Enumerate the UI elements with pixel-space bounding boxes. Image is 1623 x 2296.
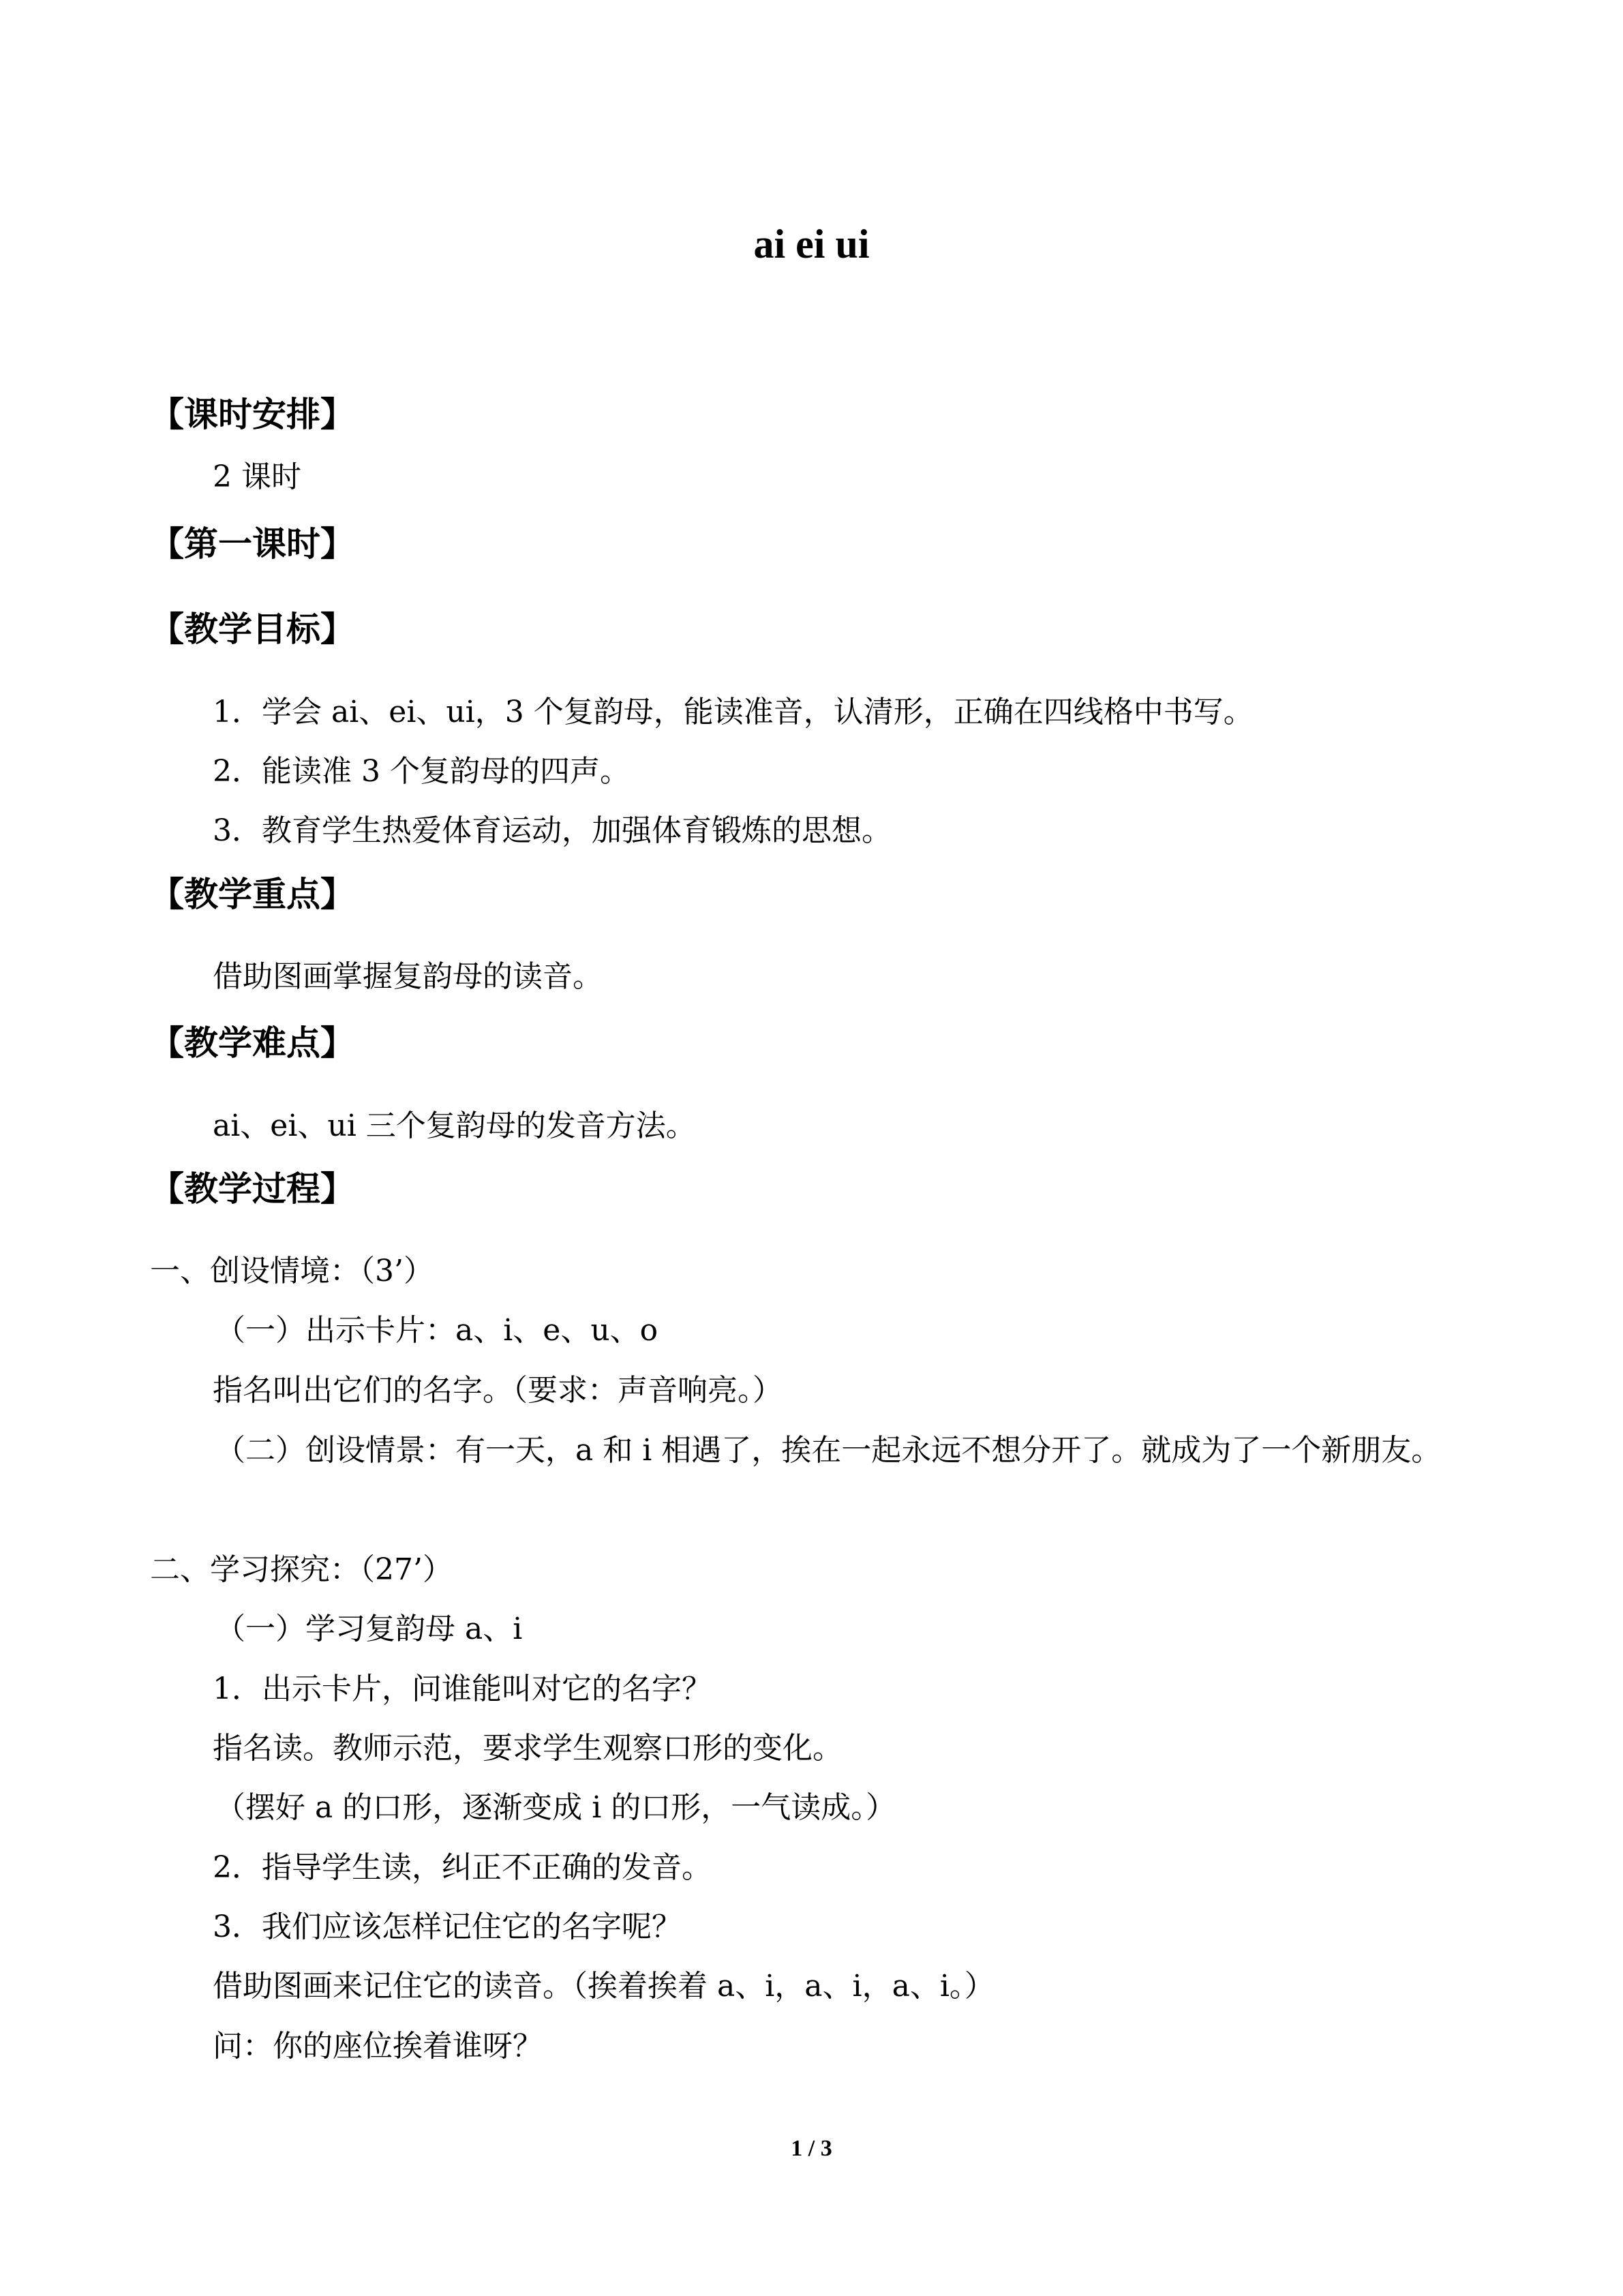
step-item: （一）出示卡片：a、i、e、u、o — [215, 1313, 658, 1348]
page-number: 1 / 3 — [791, 2136, 832, 2161]
heading-key-points: 【教学重点】 — [150, 875, 354, 914]
process-line: 1．出示卡片，问谁能叫对它的名字？ — [213, 1672, 712, 1706]
objective-item: 2．能读准 3 个复韵母的四声。 — [213, 754, 630, 789]
schedule-text: 2 课时 — [213, 459, 301, 494]
process-line: 问：你的座位挨着谁呀？ — [213, 2029, 543, 2064]
process-line: 借助图画来记住它的读音。（挨着挨着 a、i，a、i，a、i。） — [213, 1969, 995, 2004]
document-title: ai ei ui — [753, 222, 870, 267]
heading-first-lesson: 【第一课时】 — [150, 524, 354, 564]
step-title: 二、学习探究：（27’） — [150, 1552, 453, 1587]
objective-item: 3．教育学生热爱体育运动，加强体育锻炼的思想。 — [213, 813, 892, 848]
key-points-text: 借助图画掌握复韵母的读音。 — [213, 959, 603, 994]
step-item: （一）学习复韵母 a、i — [215, 1612, 523, 1646]
process-line: （摆好 a 的口形，逐渐变成 i 的口形，一气读成。） — [215, 1790, 896, 1825]
difficulties-text: ai、ei、ui 三个复韵母的发音方法。 — [213, 1108, 696, 1143]
process-line: 2．指导学生读，纠正不正确的发音。 — [213, 1850, 712, 1885]
step-title: 一、创设情境：（3’） — [150, 1254, 434, 1288]
process-line: 3．我们应该怎样记住它的名字呢？ — [213, 1909, 682, 1944]
heading-schedule: 【课时安排】 — [150, 395, 354, 434]
step-paragraph: （二）创设情景：有一天，a 和 i 相遇了，挨在一起永远不想分开了。就成为了一个新朋友。 — [215, 1433, 1442, 1468]
process-line: 指名读。教师示范，要求学生观察口形的变化。 — [213, 1731, 843, 1766]
heading-process: 【教学过程】 — [150, 1169, 354, 1209]
step-note: 指名叫出它们的名字。（要求：声音响亮。） — [213, 1373, 783, 1408]
heading-difficulties: 【教学难点】 — [150, 1023, 354, 1063]
heading-objectives: 【教学目标】 — [150, 609, 354, 649]
objective-item: 1．学会 ai、ei、ui，3 个复韵母，能读准音，认清形，正确在四线格中书写。 — [213, 695, 1254, 729]
